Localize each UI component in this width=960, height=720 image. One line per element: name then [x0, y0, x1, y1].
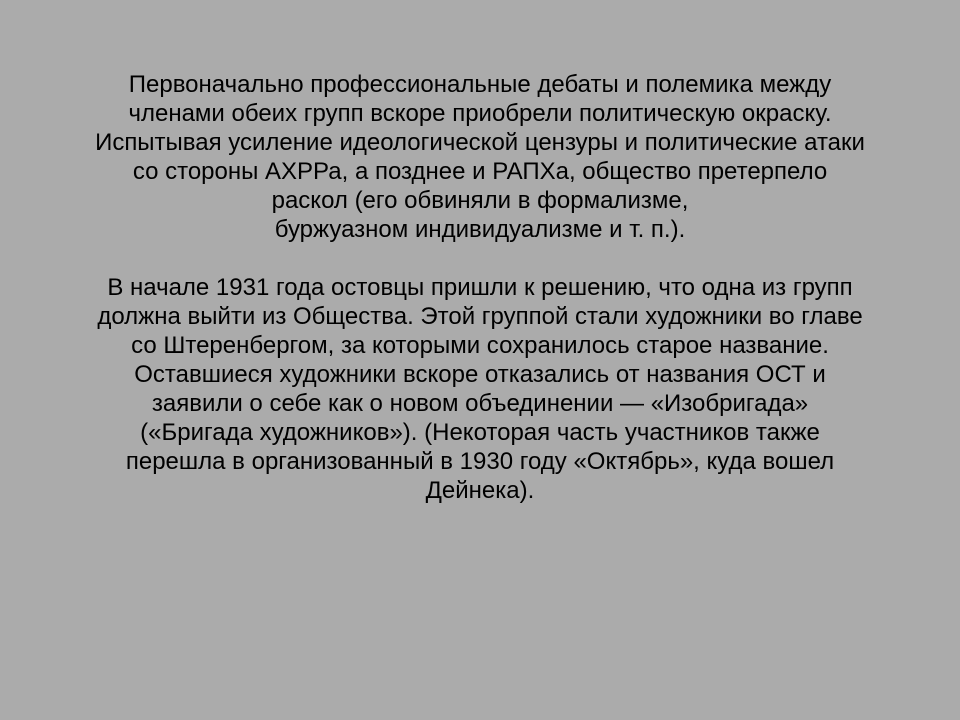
- text-line: со стороны АХРРа, а позднее и РАПХа, общество претерпело: [132, 158, 828, 185]
- text-line: должна выйти из Общества. Этой группой стали художники во главе: [97, 303, 863, 330]
- text-line: раскол (его обвиняли в формализме,: [271, 187, 689, 214]
- paragraph-gap: [40, 244, 920, 273]
- text-line: заявили о себе как о новом объединении — «Изобригада»: [151, 390, 809, 417]
- text-line: членами обеих групп вскоре приобрели политическую окраску.: [128, 100, 832, 127]
- text-line: со Штеренбергом, за которыми сохранилось старое название.: [131, 332, 829, 359]
- text-line: В начале 1931 года остовцы пришли к решению, что одна из групп: [107, 274, 853, 301]
- text-line: Дейнека).: [425, 477, 535, 504]
- paragraph-1: [40, 70, 920, 244]
- text-line: Испытывая усиление идеологической цензуры и политические атаки: [95, 129, 865, 156]
- text-line: перешла в организованный в 1930 году «Октябрь», куда вошел: [125, 448, 835, 475]
- text-line: буржуазном индивидуализме и т. п.).: [274, 216, 686, 243]
- text-line: Оставшиеся художники вскоре отказались от названия ОСТ и: [134, 361, 826, 388]
- text-line: («Бригада художников»). (Некоторая часть участников также: [140, 419, 820, 446]
- paragraph-2: [40, 273, 920, 505]
- slide-text: [40, 70, 920, 505]
- text-line: Первоначально профессиональные дебаты и полемика между: [128, 71, 832, 98]
